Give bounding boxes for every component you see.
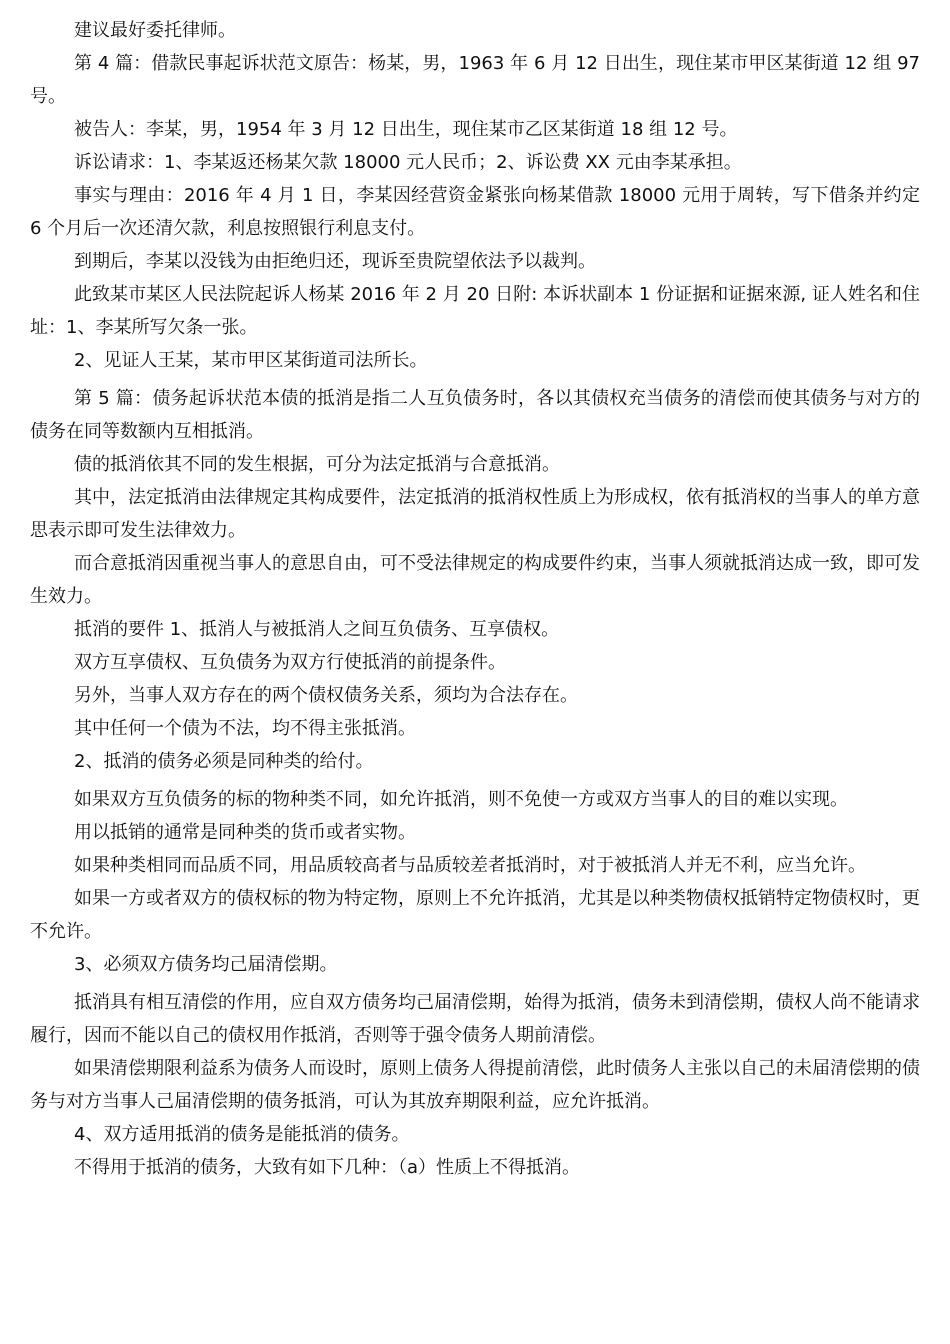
paragraph: 债的抵消依其不同的发生根据，可分为法定抵消与合意抵消。 <box>74 454 560 475</box>
paragraph: 双方互享债权、互负债务为双方行使抵消的前提条件。 <box>74 652 506 673</box>
paragraph: 其中，法定抵消由法律规定其构成要件，法定抵消的抵消权性质上为形成权，依有抵消权的当事人的单方意思表示即可发生法律效力。 <box>30 487 920 541</box>
paragraph: 第 5 篇：债务起诉状范本债的抵消是指二人互负债务时，各以其债权充当债务的清偿而使其债务与对方的债务在同等数额内互相抵消。 <box>30 388 920 442</box>
document-page <box>30 14 920 1184</box>
paragraph: 2、抵消的债务必须是同种类的给付。 <box>74 751 374 772</box>
paragraph: 第 4 篇：借款民事起诉状范文原告：杨某，男，1963 年 6 月 12 日出生，现住某市甲区某街道 12 组 97 号。 <box>30 53 920 107</box>
paragraph: 2、见证人王某，某市甲区某街道司法所长。 <box>74 350 428 371</box>
paragraph: 如果清偿期限利益系为债务人而设时，原则上债务人得提前清偿，此时债务人主张以自己的未届清偿期的债务与对方当事人己届清偿期的债务抵消，可认为其放弃期限利益，应允许抵消。 <box>30 1058 920 1112</box>
paragraph: 被告人：李某，男，1954 年 3 月 12 日出生，现住某市乙区某街道 18 组 12 号。 <box>74 119 738 140</box>
paragraph: 用以抵销的通常是同种类的货币或者实物。 <box>74 822 416 843</box>
paragraph: 建议最好委托律师。 <box>74 20 236 41</box>
paragraph: 如果一方或者双方的债权标的物为特定物，原则上不允许抵消，尤其是以种类物债权抵销特定物债权时，更不允许。 <box>30 888 920 942</box>
paragraph: 到期后，李某以没钱为由拒绝归还，现诉至贵院望依法予以裁判。 <box>74 251 596 272</box>
paragraph: 另外，当事人双方存在的两个债权债务关系，须均为合法存在。 <box>74 685 578 706</box>
paragraph: 不得用于抵消的债务，大致有如下几种：（a）性质上不得抵消。 <box>74 1157 581 1178</box>
paragraph: 如果种类相同而品质不同，用品质较高者与品质较差者抵消时，对于被抵消人并无不利，应当允许。 <box>74 855 866 876</box>
paragraph: 抵消具有相互清偿的作用，应自双方债务均己届清偿期，始得为抵消，债务未到清偿期，债权人尚不能请求履行，因而不能以自己的债权用作抵消，否则等于强令债务人期前清偿。 <box>30 992 920 1046</box>
paragraph: 事实与理由：2016 年 4 月 1 日，李某因经营资金紧张向杨某借款 18000 元用于周转，写下借条并约定 6 个月后一次还清欠款，利息按照银行利息支付。 <box>30 185 920 239</box>
paragraph: 4、双方适用抵消的债务是能抵消的债务。 <box>74 1124 410 1145</box>
paragraph: 如果双方互负债务的标的物种类不同，如允许抵消，则不免使一方或双方当事人的目的难以实现。 <box>74 789 848 810</box>
paragraph: 3、必须双方债务均己届清偿期。 <box>74 954 338 975</box>
paragraph: 抵消的要件 1、抵消人与被抵消人之间互负债务、互享债权。 <box>74 619 560 640</box>
paragraph: 其中任何一个债为不法，均不得主张抵消。 <box>74 718 416 739</box>
paragraph: 此致某市某区人民法院起诉人杨某 2016 年 2 月 20 日附: 本诉状副本 1 份证据和证据來源, 证人姓名和住址：1、李某所写欠条一张。 <box>30 284 920 338</box>
paragraph: 而合意抵消因重视当事人的意思自由，可不受法律规定的构成要件约束，当事人须就抵消达成一致，即可发生效力。 <box>30 553 920 607</box>
paragraph: 诉讼请求：1、李某返还杨某欠款 18000 元人民币；2、诉讼费 XX 元由李某承担。 <box>74 152 742 173</box>
